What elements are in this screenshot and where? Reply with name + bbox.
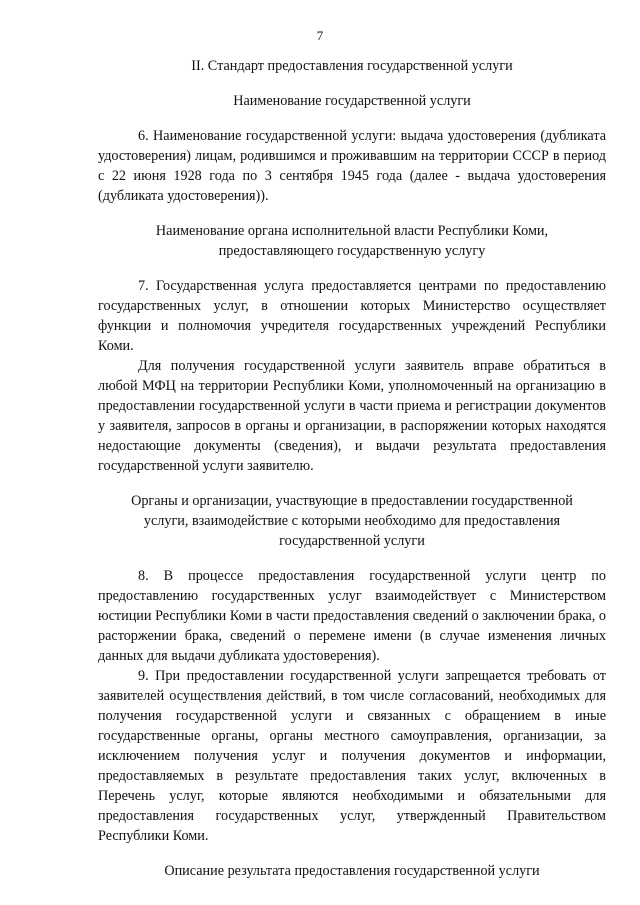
paragraph-7-continued: Для получения государственной услуги заявитель вправе обратиться в любой МФЦ на территории Республики Коми, уполномоченный на организацию в предоставлении государственной услуги в части приема и регистрации документов у заявителя, запросов в органы и организации, в распоряжении которых находятся недостающие документы (сведения), и выдачи результата предоставления государственной услуги заявителю. — [98, 358, 606, 474]
document-body — [98, 56, 606, 881]
subheading-line: услуги, взаимодействие с которыми необходимо для предоставления — [143, 513, 561, 529]
subheading-service-name — [98, 91, 606, 111]
subheading-line: государственной услуги — [279, 533, 425, 549]
paragraph-8: 8. В процессе предоставления государственной услуги центр по предоставлению государственных услуг взаимодействует с Министерством юстиции Республики Коми в части предоставления сведений о заключении брака, о расторжении брака, сведений о перемене имени (в случае изменения личных данных для выдачи дубликата удостоверения). — [98, 568, 606, 664]
subheading-line: Наименование государственной услуги — [233, 93, 471, 109]
paragraph-9: 9. При предоставлении государственной услуги запрещается требовать от заявителей осуществления действий, в том числе согласований, необходимых для получения государственной услуги и связанных с обращением в иные государственные органы, органы местного самоуправления, организации, за исключением получения услуг и получения документов и информации, предоставляемых в результате предоставления таких услуг, включенных в Перечень услуг, которые являются необходимыми и обязательными для предоставления государственных услуг, утвержденный Правительством Республики Коми. — [98, 668, 606, 844]
subheading-line: Органы и организации, участвующие в предоставлении государственной — [131, 493, 573, 509]
subheading-line: Наименование органа исполнительной власти Республики Коми, — [155, 223, 549, 239]
page-number: 7 — [316, 28, 324, 43]
subheading-line: предоставляющего государственную услугу — [218, 243, 486, 259]
subheading-line: Описание результата предоставления государственной услуги — [164, 863, 540, 879]
subheading-participating-bodies — [98, 491, 606, 551]
subheading-executive-body — [98, 221, 606, 261]
paragraph-7: 7. Государственная услуга предоставляется центрами по предоставлению государственных услуг, в отношении которых Министерство осуществляет функции и полномочия учредителя государственных учреждений Республики Коми. — [98, 278, 606, 354]
subheading-result-description — [98, 861, 606, 881]
paragraph-6: 6. Наименование государственной услуги: выдача удостоверения (дубликата удостоверения) лицам, родившимся и проживавшим на территории СССР в период с 22 июня 1928 года по 3 сентября 1945 года (далее - выдача удостоверения (дубликата удостоверения)). — [98, 128, 606, 204]
section-title: II. Стандарт предоставления государственной услуги — [191, 58, 513, 74]
